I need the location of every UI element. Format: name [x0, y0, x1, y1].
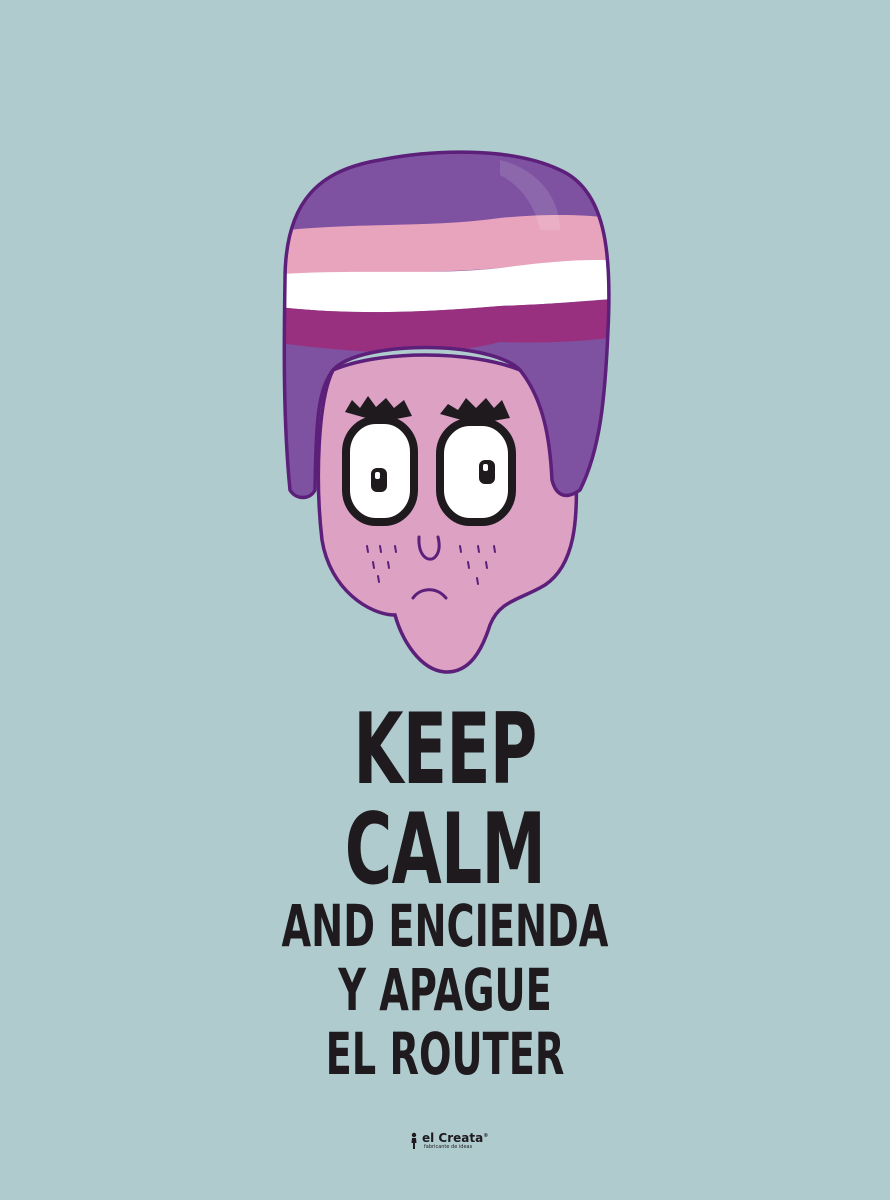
slogan-line-keep: KEEP [353, 693, 537, 807]
right-pupil [479, 460, 495, 484]
brand-trademark: ® [483, 1133, 489, 1139]
left-pupil [371, 468, 387, 492]
right-eye [440, 422, 512, 522]
brand-logo [410, 1132, 488, 1150]
slogan-line-el-router: EL ROUTER [325, 1020, 565, 1088]
slogan-line-and-encienda: AND ENCIENDA [281, 892, 609, 960]
brand-name: el Creata® [422, 1131, 489, 1145]
brand-tagline: fabricante de ideas [424, 1144, 473, 1150]
slogan-line-y-apague: Y APAGUE [338, 956, 552, 1024]
figure-icon [410, 1132, 418, 1150]
slogan-line-calm: CALM [344, 793, 546, 907]
